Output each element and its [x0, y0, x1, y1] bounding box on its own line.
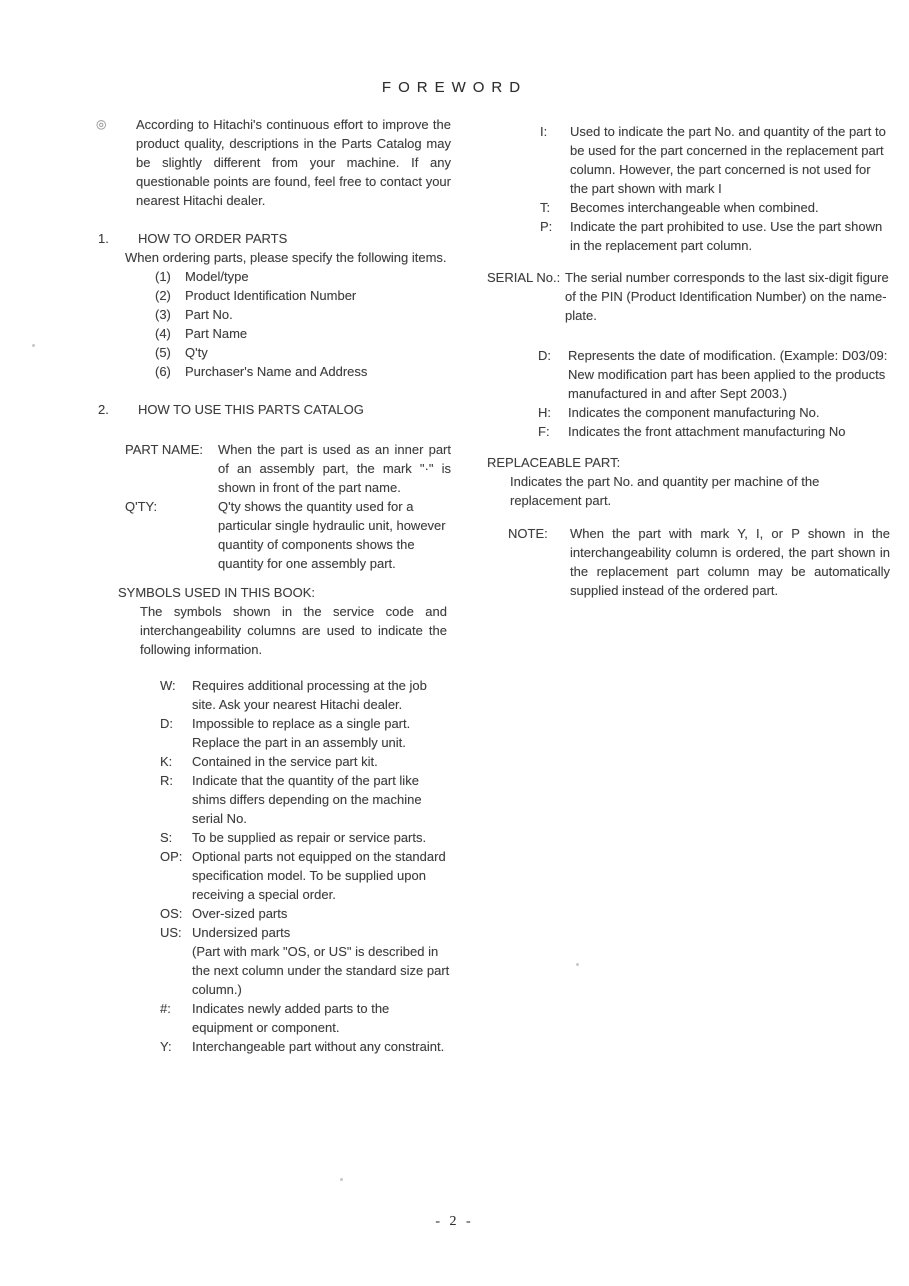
item-text: Product Identification Number: [185, 288, 357, 303]
definition-text: When the part is used as an inner part of an assembly part, the mark "·" is shown in front of the part name.: [218, 442, 451, 495]
symbol-text: Indicates the front attachment manufacturing No: [568, 424, 846, 439]
symbol-code: US:: [160, 925, 182, 940]
symbol-item-i: [540, 122, 890, 198]
symbol-code: R:: [160, 773, 173, 788]
page-title: FOREWORD: [381, 79, 528, 96]
item-text: Q'ty: [185, 345, 208, 360]
note-block: [508, 524, 890, 600]
list-item: [155, 324, 451, 343]
serial-definition: [487, 268, 890, 325]
symbol-item-us: [160, 923, 451, 999]
right-column: [487, 122, 890, 600]
replaceable-part-heading: REPLACEABLE PART:: [487, 455, 621, 470]
symbol-item-h: [538, 403, 890, 422]
item-text: Part No.: [185, 307, 233, 322]
definitions: [125, 440, 451, 573]
circle-bullet-icon: ◎: [96, 117, 107, 131]
symbol-code: H:: [538, 405, 551, 420]
note-text: When the part with mark Y, I, or P shown in the interchangeability column is ordered, the part shown in the replacement part column may be automatically supplied instead of the ordered part.: [570, 526, 890, 598]
definition-text: Q'ty shows the quantity used for a particular single hydraulic unit, however quantity of components shows the quantity for one assembly part.: [218, 499, 446, 571]
symbol-item-op: [160, 847, 451, 904]
serial-symbols-list: [538, 346, 890, 441]
symbol-text: Used to indicate the part No. and quantity of the part to be used for the part concerned in the replacement part column. However, the part concerned is not used for the part shown with mark I: [570, 124, 886, 196]
symbol-text: Represents the date of modification. (Example: D03/09: New modification part has been applied to the products manufactured in and after Sept 2003.): [568, 348, 888, 401]
symbols-heading: SYMBOLS USED IN THIS BOOK:: [118, 585, 315, 600]
symbol-text: Indicate the part prohibited to use. Use the part shown in the replacement part column.: [570, 219, 883, 253]
section-1-body: When ordering parts, please specify the following items.: [125, 250, 447, 265]
section-1-title: HOW TO ORDER PARTS: [138, 231, 288, 246]
symbol-text: Interchangeable part without any constraint.: [192, 1039, 445, 1054]
symbol-text: Requires additional processing at the job site. Ask your nearest Hitachi dealer.: [192, 678, 427, 712]
symbol-text: Indicates the component manufacturing No.: [568, 405, 820, 420]
section-2-heading: [85, 400, 451, 419]
symbol-item-p: [540, 217, 890, 255]
symbol-code: Y:: [160, 1039, 172, 1054]
list-item: [155, 343, 451, 362]
symbol-code: W:: [160, 678, 176, 693]
serial-label: SERIAL No.:: [487, 270, 561, 285]
list-item: [155, 362, 451, 381]
symbol-item-date: [538, 346, 890, 403]
interchangeability-list: [540, 122, 890, 255]
serial-text: The serial number corresponds to the last six-digit figure of the PIN (Product Identification Number) on the name-plate.: [565, 270, 889, 323]
list-item: [155, 305, 451, 324]
replaceable-part-text: Indicates the part No. and quantity per machine of the replacement part.: [510, 474, 820, 508]
item-number: (2): [155, 288, 171, 303]
item-text: Model/type: [185, 269, 249, 284]
symbol-code: OP:: [160, 849, 183, 864]
symbol-item-os: [160, 904, 451, 923]
symbol-item-w: [160, 676, 451, 714]
symbol-text: Impossible to replace as a single part. Replace the part in an assembly unit.: [192, 716, 411, 750]
definition-qty: [125, 497, 451, 573]
symbol-code: #:: [160, 1001, 171, 1016]
symbol-code: F:: [538, 424, 550, 439]
symbol-text: Contained in the service part kit.: [192, 754, 378, 769]
note-label: NOTE:: [508, 526, 548, 541]
item-number: (5): [155, 345, 171, 360]
symbol-note: (Part with mark "OS, or US" is described in the next column under the standard size part column.): [192, 944, 450, 997]
intro-paragraph: [85, 115, 451, 210]
item-number: (4): [155, 326, 171, 341]
symbol-text: Indicate that the quantity of the part like shims differs depending on the machine serial No.: [192, 773, 422, 826]
section-1-number: 1.: [98, 231, 109, 246]
symbol-item-t: [540, 198, 890, 217]
page-number: - 2 -: [435, 1214, 474, 1229]
symbol-code: P:: [540, 219, 553, 234]
symbol-text: Becomes interchangeable when combined.: [570, 200, 819, 215]
order-items-list: [155, 267, 451, 381]
symbol-code: I:: [540, 124, 548, 139]
section-2-title: HOW TO USE THIS PARTS CATALOG: [138, 402, 364, 417]
symbols-list: [160, 676, 451, 1056]
left-column: [85, 115, 451, 1056]
item-text: Part Name: [185, 326, 248, 341]
symbol-code: K:: [160, 754, 173, 769]
symbol-item-r: [160, 771, 451, 828]
definition-part-name: [125, 440, 451, 497]
symbol-item-s: [160, 828, 451, 847]
symbol-text: Optional parts not equipped on the standard specification model. To be supplied upon receiving a special order.: [192, 849, 446, 902]
symbol-item-f: [538, 422, 890, 441]
definition-label: PART NAME:: [125, 442, 204, 457]
symbol-item-hash: [160, 999, 451, 1037]
symbol-item-d: [160, 714, 451, 752]
item-number: (3): [155, 307, 171, 322]
symbol-code: S:: [160, 830, 173, 845]
scan-artifact-dot: [340, 1178, 343, 1181]
scan-artifact-dot: [576, 963, 579, 966]
symbol-text: To be supplied as repair or service parts.: [192, 830, 427, 845]
list-item: [155, 267, 451, 286]
item-text: Purchaser's Name and Address: [185, 364, 368, 379]
section-2-number: 2.: [98, 402, 109, 417]
symbol-code: D:: [538, 348, 551, 363]
symbol-item-k: [160, 752, 451, 771]
definition-label: Q'TY:: [125, 499, 158, 514]
symbols-intro: The symbols shown in the service code and interchangeability columns are used to indicate the following information.: [140, 604, 447, 657]
item-number: (1): [155, 269, 171, 284]
intro-text: According to Hitachi's continuous effort to improve the product quality, descriptions in the Parts Catalog may be slightly different from your machine. If any questionable points are found, feel free to contact your nearest Hitachi dealer.: [136, 117, 451, 208]
symbol-code: T:: [540, 200, 551, 215]
symbol-text-group: [192, 923, 451, 999]
section-1-heading: [85, 229, 451, 248]
symbol-code: D:: [160, 716, 173, 731]
symbol-text: Indicates newly added parts to the equipment or component.: [192, 1001, 390, 1035]
item-number: (6): [155, 364, 171, 379]
symbol-item-y: [160, 1037, 451, 1056]
scan-artifact-dot: [32, 344, 35, 347]
symbol-text: Over-sized parts: [192, 906, 288, 921]
list-item: [155, 286, 451, 305]
symbol-code: OS:: [160, 906, 183, 921]
symbol-text: Undersized parts: [192, 925, 291, 940]
